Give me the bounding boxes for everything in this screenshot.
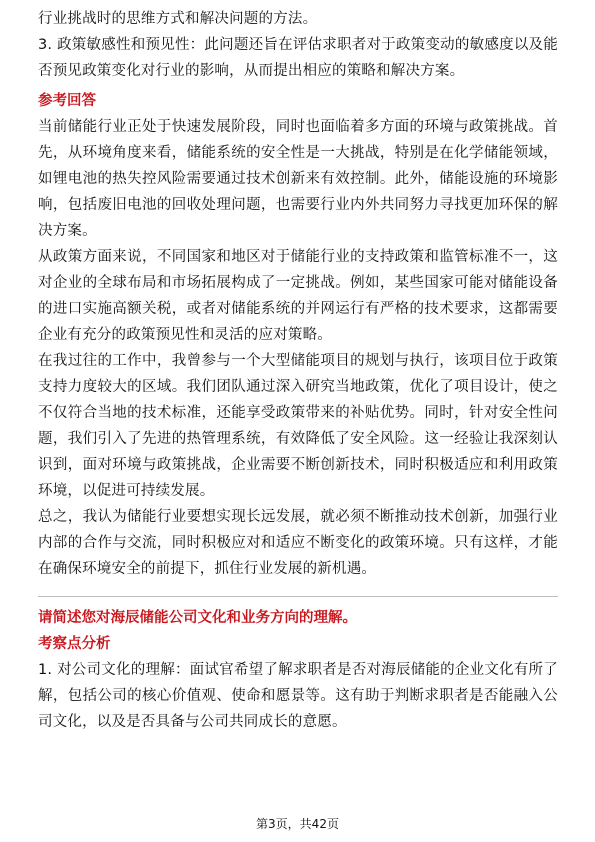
reference-answer-heading: 参考回答 [38,93,96,109]
analysis-heading: 考察点分析 [38,636,111,652]
intro-continuation-text: 行业挑战时的思维方式和解决问题的方法。 [38,11,318,27]
answer-paragraph-4: 总之，我认为储能行业要想实现长远发展，就必须不断推动技术创新，加强行业内部的合作与交流，同时积极应对和适应不断变化的政策环境。只有这样，才能在确保环境安全的前提下，抓住行业发展的新机遇。 [38,509,558,577]
analysis-point-1: 1. 对公司文化的理解：面试官希望了解求职者是否对海辰储能的企业文化有所了解，包括公司的核心价值观、使命和愿景等。这有助于判断求职者是否能融入公司文化，以及是否具备与公司共同成长的意愿。 [38,662,558,730]
question-title: 请简述您对海辰储能公司文化和业务方向的理解。 [38,610,357,626]
answer-paragraph-2: 从政策方面来说，不同国家和地区对于储能行业的支持政策和监管标准不一，这对企业的全球布局和市场拓展构成了一定挑战。例如，某些国家可能对储能设备的进口实施高额关税，或者对储能系统的并网运行有严格的技术要求，这都需要企业有充分的政策预见性和灵活的应对策略。 [38,249,558,343]
answer-paragraph-1: 当前储能行业正处于快速发展阶段，同时也面临着多方面的环境与政策挑战。首先，从环境角度来看，储能系统的安全性是一大挑战，特别是在化学储能领域，如锂电池的热失控风险需要通过技术创新来有效控制。此外，储能设施的环境影响，包括废旧电池的回收处理问题，也需要行业内外共同努力寻找更加环保的解决方案。 [38,119,558,239]
answer-paragraph-3: 在我过往的工作中，我曾参与一个大型储能项目的规划与执行，该项目位于政策支持力度较大的区域。我们团队通过深入研究当地政策，优化了项目设计，使之不仅符合当地的技术标准，还能享受政策带来的补贴优势。同时，针对安全性问题，我们引入了先进的热管理系统，有效降低了安全风险。这一经验让我深刻认识到，面对环境与政策挑战，企业需要不断创新技术，同时积极适应和利用政策环境，以促进可持续发展。 [38,353,558,499]
intro-point-3: 3. 政策敏感性和预见性：此问题还旨在评估求职者对于政策变动的敏感度以及能否预见政策变化对行业的影响，从而提出相应的策略和解决方案。 [38,37,558,79]
page-number-footer: 第3页，共42页 [256,817,339,831]
section-divider [38,596,558,597]
page-content [38,6,558,735]
